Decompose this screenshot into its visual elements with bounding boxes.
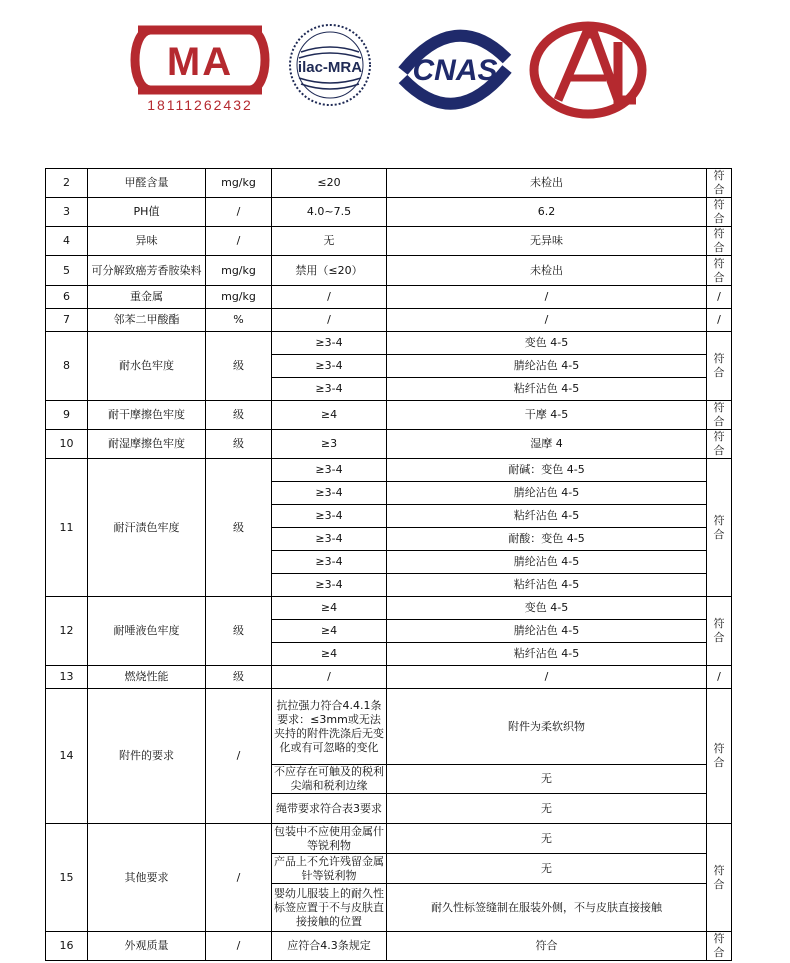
row-number: 16 (46, 932, 88, 961)
test-result: 变色 4-5 (387, 597, 707, 620)
test-item: 外观质量 (88, 932, 206, 961)
table-row (46, 198, 732, 227)
test-result: 湿摩 4 (387, 430, 707, 459)
requirement: 绳带要求符合表3要求 (272, 794, 387, 824)
certification-logos (0, 0, 790, 160)
requirement: ≥4 (272, 620, 387, 643)
row-number: 10 (46, 430, 88, 459)
requirement: ≥3-4 (272, 459, 387, 482)
requirement: 应符合4.3条规定 (272, 932, 387, 961)
test-result: 附件为柔软织物 (387, 689, 707, 765)
row-number: 12 (46, 597, 88, 666)
requirement: ≥3-4 (272, 482, 387, 505)
test-result: 腈纶沾色 4-5 (387, 355, 707, 378)
requirement: ≥3-4 (272, 332, 387, 355)
test-result: 腈纶沾色 4-5 (387, 482, 707, 505)
requirement: ≥4 (272, 401, 387, 430)
verdict: 符合 (707, 401, 732, 430)
row-number: 4 (46, 227, 88, 256)
requirement: ≤20 (272, 169, 387, 198)
unit: / (206, 227, 272, 256)
test-item: 甲醛含量 (88, 169, 206, 198)
row-number: 6 (46, 286, 88, 309)
requirement: 包装中不应使用金属什等锐利物 (272, 824, 387, 854)
test-item: 邻苯二甲酸酯 (88, 309, 206, 332)
requirement: 抗拉强力符合4.4.1条要求：≤3mm或无法夹持的附件洗涤后无变化或有可忽略的变化 (272, 689, 387, 765)
cal-logo-icon (528, 20, 648, 120)
row-number: 8 (46, 332, 88, 401)
test-result: 无 (387, 854, 707, 884)
test-result: 6.2 (387, 198, 707, 227)
row-number: 7 (46, 309, 88, 332)
requirement: ≥3 (272, 430, 387, 459)
test-result: 变色 4-5 (387, 332, 707, 355)
requirement: ≥3-4 (272, 574, 387, 597)
requirement: / (272, 666, 387, 689)
verdict: 符合 (707, 198, 732, 227)
test-result: 腈纶沾色 4-5 (387, 620, 707, 643)
table-row (46, 824, 732, 854)
verdict: / (707, 286, 732, 309)
verdict: 符合 (707, 332, 732, 401)
requirement: ≥3-4 (272, 378, 387, 401)
test-result: / (387, 666, 707, 689)
cma-logo-icon (120, 18, 280, 116)
requirement: ≥4 (272, 643, 387, 666)
requirement: ≥3-4 (272, 355, 387, 378)
test-result: 无 (387, 765, 707, 794)
verdict: 符合 (707, 227, 732, 256)
unit: mg/kg (206, 256, 272, 286)
unit: mg/kg (206, 169, 272, 198)
test-item: 可分解致癌芳香胺染料 (88, 256, 206, 286)
test-result: 腈纶沾色 4-5 (387, 551, 707, 574)
test-item: 耐唾液色牢度 (88, 597, 206, 666)
requirement: 婴幼儿服装上的耐久性标签应置于不与皮肤直接接触的位置 (272, 884, 387, 932)
test-item: 耐汗渍色牢度 (88, 459, 206, 597)
row-number: 11 (46, 459, 88, 597)
test-results-table (45, 168, 732, 961)
test-item: 重金属 (88, 286, 206, 309)
verdict: 符合 (707, 256, 732, 286)
unit: 级 (206, 459, 272, 597)
test-result: 干摩 4-5 (387, 401, 707, 430)
unit: % (206, 309, 272, 332)
verdict: / (707, 666, 732, 689)
test-result: / (387, 286, 707, 309)
requirement: ≥4 (272, 597, 387, 620)
svg-text:CNAS: CNAS (412, 54, 498, 87)
unit: / (206, 824, 272, 932)
verdict: 符合 (707, 597, 732, 666)
requirement: / (272, 286, 387, 309)
table-row (46, 332, 732, 355)
row-number: 9 (46, 401, 88, 430)
test-result: 耐酸：变色 4-5 (387, 528, 707, 551)
verdict: 符合 (707, 689, 732, 824)
requirement: ≥3-4 (272, 528, 387, 551)
unit: 级 (206, 597, 272, 666)
verdict: 符合 (707, 169, 732, 198)
unit: / (206, 198, 272, 227)
table-row (46, 309, 732, 332)
svg-text:ilac-MRA: ilac-MRA (297, 59, 363, 76)
test-item: 其他要求 (88, 824, 206, 932)
table-row (46, 689, 732, 765)
unit: 级 (206, 666, 272, 689)
test-item: PH值 (88, 198, 206, 227)
test-item: 耐湿摩擦色牢度 (88, 430, 206, 459)
table-row (46, 932, 732, 961)
verdict: 符合 (707, 430, 732, 459)
test-result: 粘纤沾色 4-5 (387, 574, 707, 597)
requirement: 无 (272, 227, 387, 256)
table-row (46, 459, 732, 482)
requirement: 禁用（≤20） (272, 256, 387, 286)
row-number: 15 (46, 824, 88, 932)
test-result: 粘纤沾色 4-5 (387, 505, 707, 528)
requirement: 4.0~7.5 (272, 198, 387, 227)
test-item: 耐干摩擦色牢度 (88, 401, 206, 430)
table-row (46, 227, 732, 256)
test-result: 粘纤沾色 4-5 (387, 378, 707, 401)
test-item: 燃烧性能 (88, 666, 206, 689)
table-row (46, 169, 732, 198)
requirement: ≥3-4 (272, 551, 387, 574)
requirement: / (272, 309, 387, 332)
cma-phone: 18111262432 (147, 97, 253, 113)
test-result: 无 (387, 794, 707, 824)
table-row (46, 597, 732, 620)
unit: 级 (206, 401, 272, 430)
verdict: 符合 (707, 824, 732, 932)
row-number: 2 (46, 169, 88, 198)
requirement: ≥3-4 (272, 505, 387, 528)
row-number: 14 (46, 689, 88, 824)
unit: / (206, 689, 272, 824)
test-result: 无异味 (387, 227, 707, 256)
row-number: 5 (46, 256, 88, 286)
requirement: 不应存在可触及的税利尖端和税利边缘 (272, 765, 387, 794)
verdict: 符合 (707, 459, 732, 597)
test-result: 粘纤沾色 4-5 (387, 643, 707, 666)
table-row (46, 286, 732, 309)
test-item: 异味 (88, 227, 206, 256)
test-result: 耐久性标签缝制在服装外侧，不与皮肤直接接触 (387, 884, 707, 932)
verdict: / (707, 309, 732, 332)
unit: 级 (206, 430, 272, 459)
unit: 级 (206, 332, 272, 401)
row-number: 13 (46, 666, 88, 689)
requirement: 产品上不允许残留金属针等锐利物 (272, 854, 387, 884)
test-result: 未检出 (387, 256, 707, 286)
table-row (46, 401, 732, 430)
verdict: 符合 (707, 932, 732, 961)
table-row (46, 430, 732, 459)
test-result: 无 (387, 824, 707, 854)
table-row (46, 666, 732, 689)
test-result: / (387, 309, 707, 332)
test-item: 耐水色牢度 (88, 332, 206, 401)
test-item: 附件的要求 (88, 689, 206, 824)
test-result: 符合 (387, 932, 707, 961)
svg-text:MA: MA (166, 40, 234, 84)
cnas-logo-icon (395, 25, 515, 113)
ilac-mra-logo-icon (285, 20, 375, 110)
unit: / (206, 932, 272, 961)
test-result: 耐碱：变色 4-5 (387, 459, 707, 482)
table-row (46, 256, 732, 286)
unit: mg/kg (206, 286, 272, 309)
test-result: 未检出 (387, 169, 707, 198)
row-number: 3 (46, 198, 88, 227)
